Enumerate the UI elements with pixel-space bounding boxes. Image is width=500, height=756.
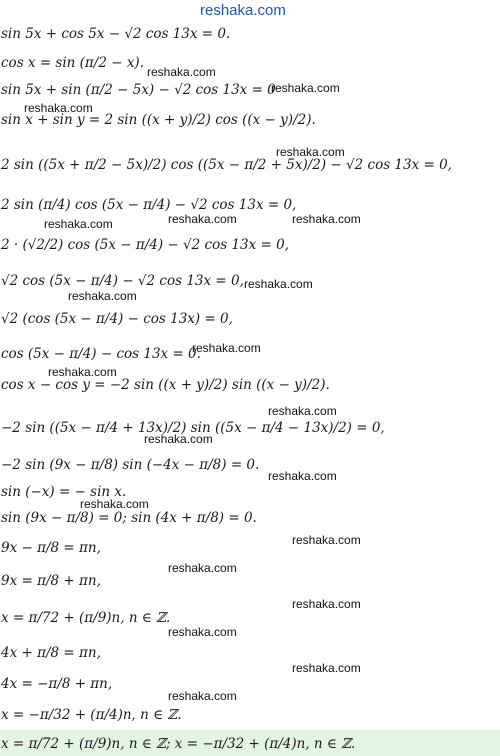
watermark: reshaka.com [80, 497, 149, 511]
math-line: 2 sin (π/4) cos (5x − π/4) − √2 cos 13x = 0, [1, 197, 297, 213]
math-line: sin (9x − π/8) = 0; sin (4x + π/8) = 0. [1, 510, 257, 526]
math-line: √2 cos (5x − π/4) − √2 cos 13x = 0, [1, 273, 244, 289]
watermark: reshaka.com [192, 341, 261, 355]
math-line: √2 (cos (5x − π/4) − cos 13x) = 0, [1, 311, 233, 327]
math-line: −2 sin (9x − π/8) sin (−4x − π/8) = 0. [1, 457, 260, 473]
math-line: 4x = −π/8 + πn, [1, 676, 113, 692]
watermark: reshaka.com [268, 469, 337, 483]
watermark: reshaka.com [292, 533, 361, 547]
watermark: reshaka.com [268, 404, 337, 418]
watermark: reshaka.com [244, 277, 313, 291]
math-line: x = π/72 + (π/9)n, n ∈ ℤ. [1, 610, 171, 626]
watermark: reshaka.com [292, 597, 361, 611]
math-line: 2 · (√2/2) cos (5x − π/4) − √2 cos 13x = 0, [1, 237, 290, 253]
math-line: sin (−x) = − sin x. [1, 484, 127, 500]
watermark: reshaka.com [276, 145, 345, 159]
math-line: x = −π/32 + (π/4)n, n ∈ ℤ. [1, 707, 182, 723]
watermark: reshaka.com [68, 289, 137, 303]
math-line: 9x = π/8 + πn, [1, 573, 101, 589]
math-line: sin 5x + sin (π/2 − 5x) − √2 cos 13x = 0 [1, 82, 276, 98]
watermark: reshaka.com [168, 212, 237, 226]
math-line: cos x = sin (π/2 − x). [1, 55, 144, 71]
header-watermark: reshaka.com [200, 2, 286, 19]
watermark: reshaka.com [168, 689, 237, 703]
watermark: reshaka.com [292, 212, 361, 226]
watermark: reshaka.com [292, 661, 361, 675]
watermark: reshaka.com [147, 65, 216, 79]
watermark: reshaka.com [44, 217, 113, 231]
math-line: sin x + sin y = 2 sin ((x + y)/2) cos ((x − y)/2). [1, 112, 316, 128]
math-line: cos x − cos y = −2 sin ((x + y)/2) sin ((x − y)/2). [1, 377, 330, 393]
watermark: reshaka.com [144, 432, 213, 446]
math-line: −2 sin ((5x − π/4 + 13x)/2) sin ((5x − π/4 − 13x)/2) = 0, [1, 420, 385, 436]
math-line: 4x + π/8 = πn, [1, 645, 101, 661]
watermark: reshaka.com [168, 561, 237, 575]
watermark: reshaka.com [271, 81, 340, 95]
math-line: 9x − π/8 = πn, [1, 540, 101, 556]
answer-line: x = π/72 + (π/9)n, n ∈ ℤ; x = −π/32 + (π/4)n, n ∈ ℤ. [1, 736, 356, 752]
math-line: 2 sin ((5x + π/2 − 5x)/2) cos ((5x − π/2 + 5x)/2) − √2 cos 13x = 0, [1, 157, 452, 173]
math-line: cos (5x − π/4) − cos 13x = 0. [1, 346, 201, 362]
watermark: reshaka.com [168, 625, 237, 639]
watermark: reshaka.com [48, 365, 117, 379]
watermark: reshaka.com [24, 101, 93, 115]
math-line: sin 5x + cos 5x − √2 cos 13x = 0. [1, 26, 231, 42]
